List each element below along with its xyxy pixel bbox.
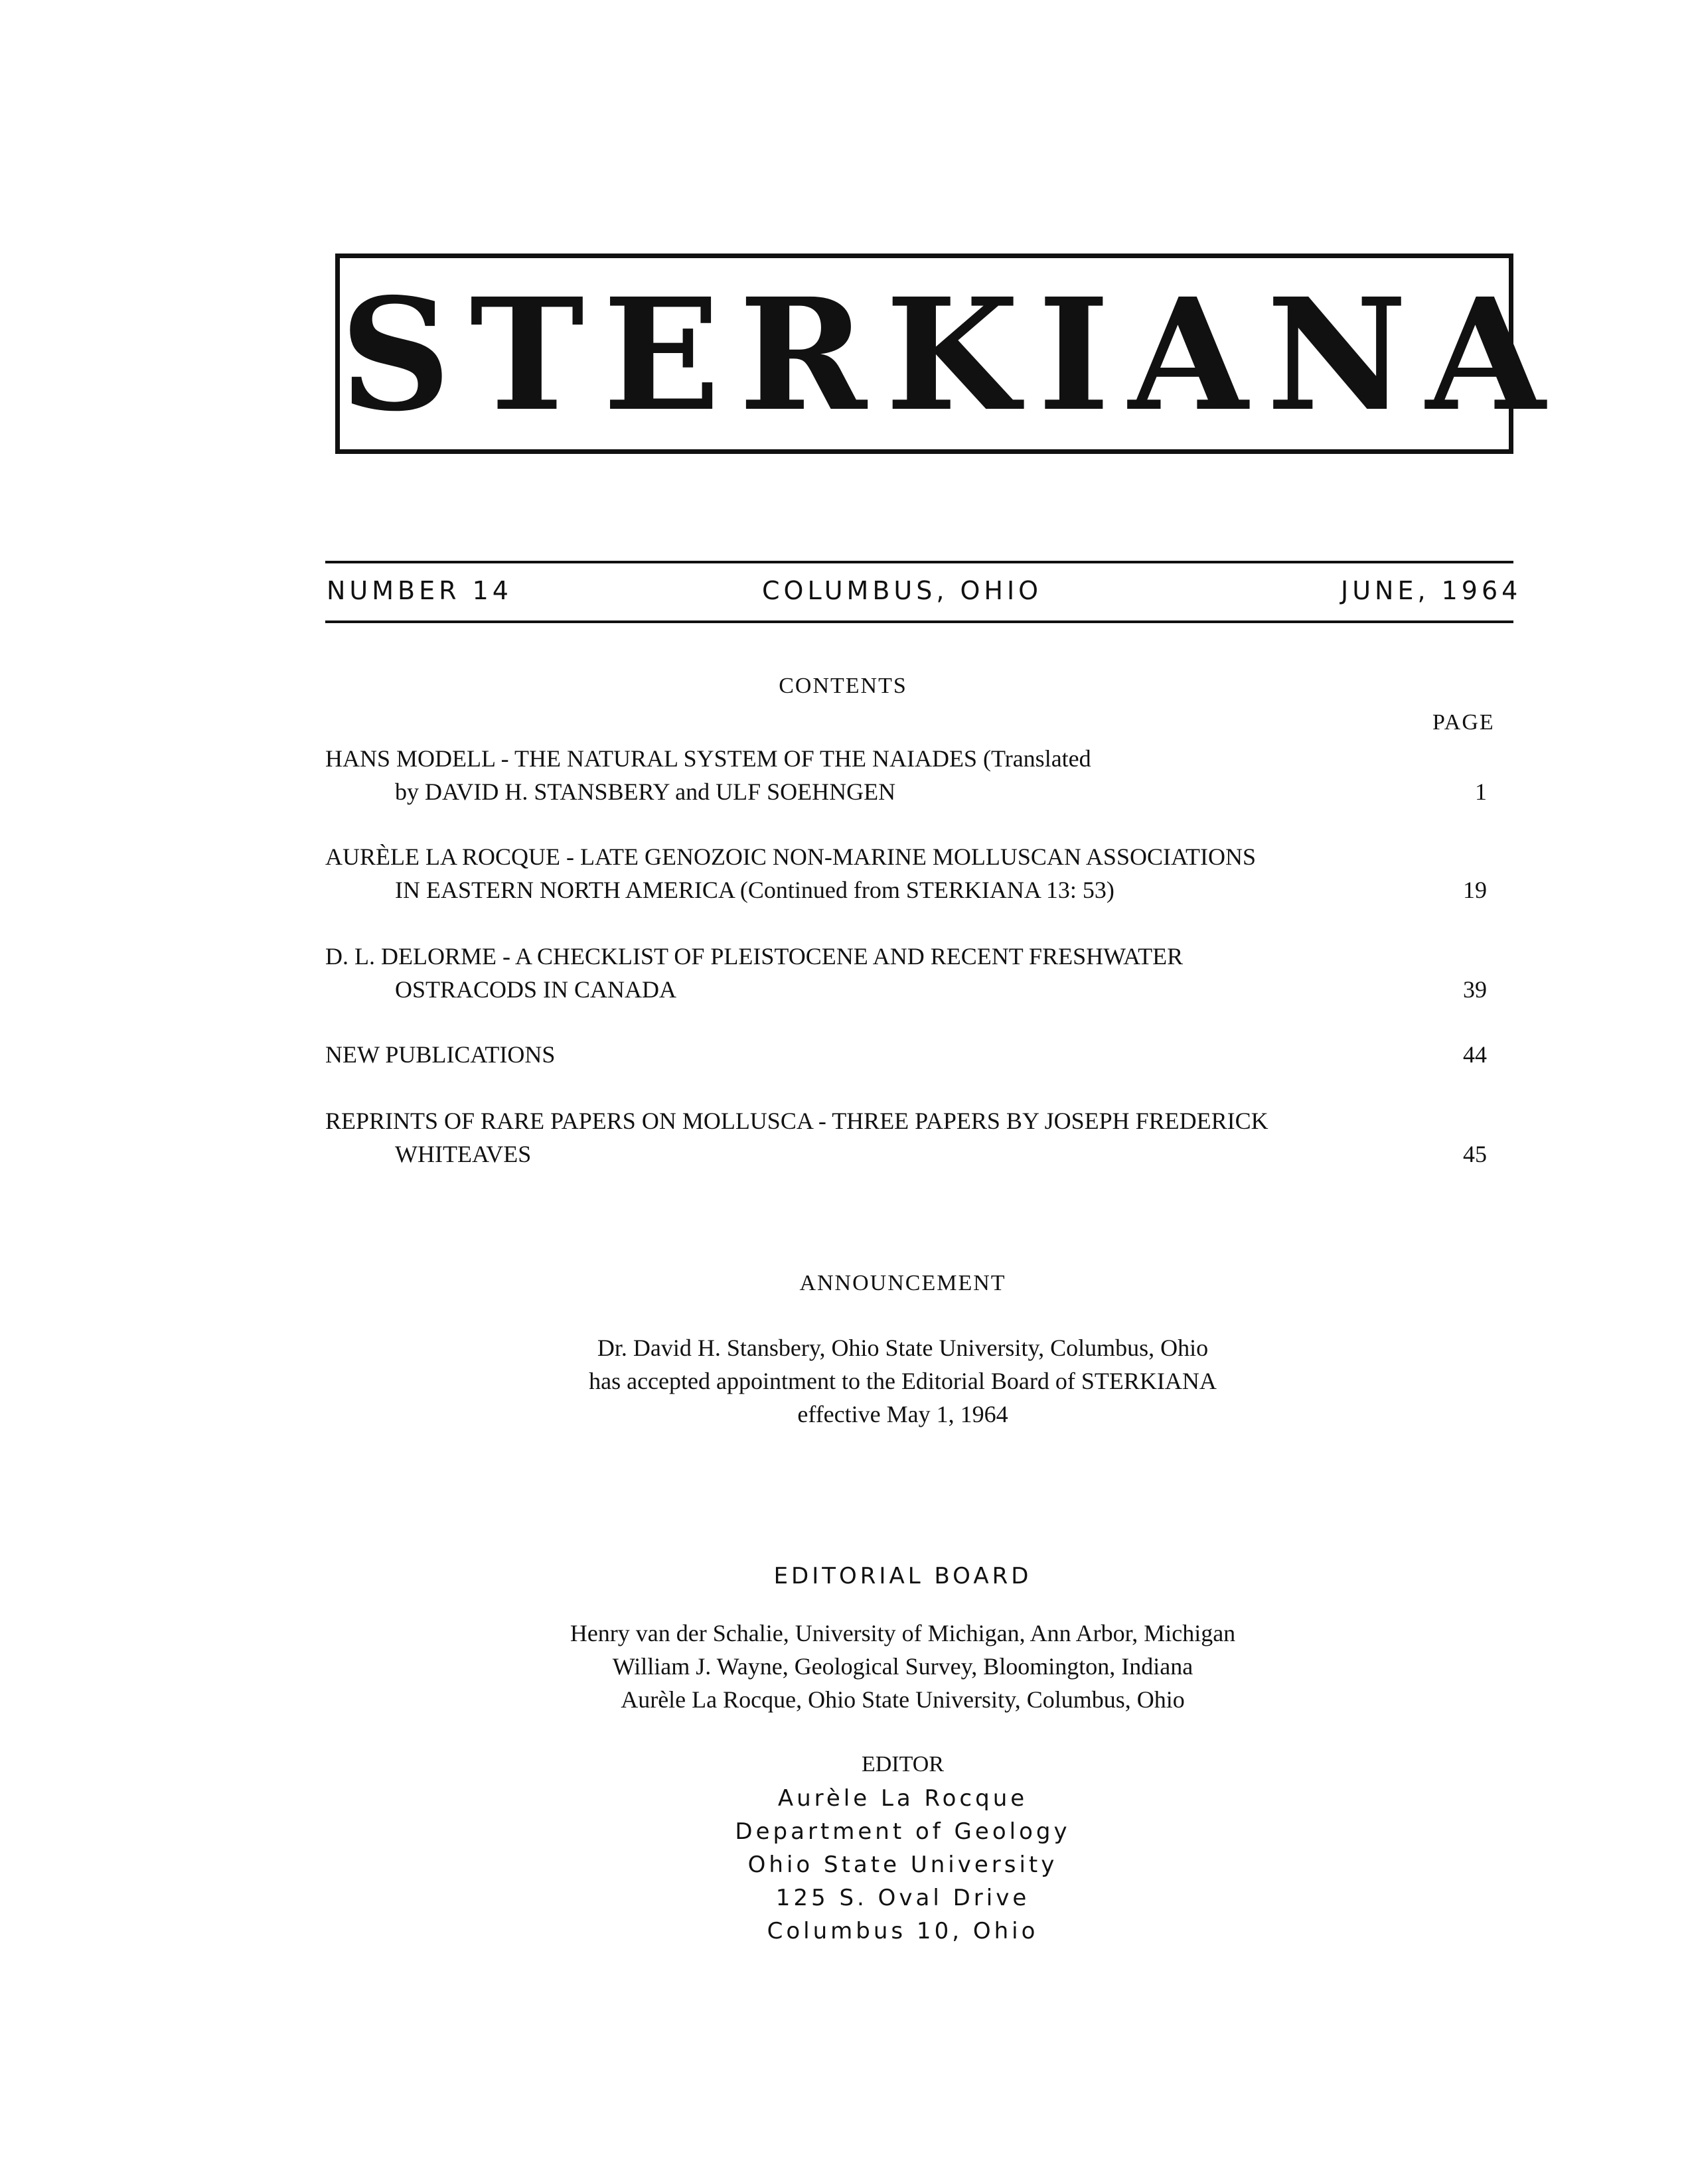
toc-entry-5-line-2: WHITEAVES (395, 1141, 532, 1167)
issue-number: NUMBER 14 (327, 576, 512, 605)
announcement-heading: ANNOUNCEMENT (799, 1271, 1006, 1295)
editor-street: 125 S. Oval Drive (775, 1885, 1030, 1911)
toc-entry-2-page: 19 (1463, 877, 1487, 903)
issue-bottom-rule (325, 620, 1513, 623)
editorial-board-heading: EDITORIAL BOARD (773, 1563, 1032, 1589)
toc-entry-1-line-2: by DAVID H. STANSBERY and ULF SOEHNGEN (395, 778, 896, 805)
toc-entry-3-page: 39 (1463, 976, 1487, 1003)
toc-entry-5-line-1: REPRINTS OF RARE PAPERS ON MOLLUSCA - THREE PAPERS BY JOSEPH FREDERICK (325, 1108, 1268, 1134)
editor-name: Aurèle La Rocque (777, 1785, 1028, 1812)
issue-place: COLUMBUS, OHIO (762, 576, 1043, 605)
toc-entry-4-line-1: NEW PUBLICATIONS (325, 1041, 556, 1068)
board-member: William J. Wayne, Geological Survey, Bloomington, Indiana (612, 1653, 1193, 1680)
issue-top-rule (325, 561, 1513, 563)
issue-date: JUNE, 1964 (1341, 576, 1522, 605)
toc-entry-5-page: 45 (1463, 1141, 1487, 1167)
toc-entry-2-line-1: AURÈLE LA ROCQUE - LATE GENOZOIC NON-MARINE MOLLUSCAN ASSOCIATIONS (325, 843, 1256, 870)
contents-heading: CONTENTS (779, 674, 907, 698)
toc-entry-4-page: 44 (1463, 1041, 1487, 1068)
toc-entry-2-line-2: IN EASTERN NORTH AMERICA (Continued from STERKIANA 13: 53) (395, 877, 1114, 903)
editor-heading: EDITOR (861, 1752, 945, 1777)
editor-university: Ohio State University (747, 1852, 1058, 1878)
toc-entry-1-page: 1 (1475, 778, 1487, 805)
toc-entry-3-line-2: OSTRACODS IN CANADA (395, 976, 677, 1003)
masthead-box (335, 254, 1565, 454)
announcement-line-3: effective May 1, 1964 (797, 1401, 1008, 1427)
editor-department: Department of Geology (735, 1818, 1071, 1845)
announcement-line-2: has accepted appointment to the Editorial Board of STERKIANA (589, 1368, 1217, 1394)
board-member: Henry van der Schalie, University of Michigan, Ann Arbor, Michigan (570, 1620, 1236, 1646)
board-member: Aurèle La Rocque, Ohio State University, Columbus, Ohio (621, 1686, 1185, 1713)
announcement-line-1: Dr. David H. Stansbery, Ohio State University, Columbus, Ohio (597, 1335, 1209, 1361)
editor-city: Columbus 10, Ohio (767, 1918, 1039, 1944)
toc-entry-1-line-1: HANS MODELL - THE NATURAL SYSTEM OF THE NAIADES (Translated (325, 745, 1091, 772)
page-column-heading: PAGE (1432, 710, 1495, 735)
toc-entry-3-line-1: D. L. DELORME - A CHECKLIST OF PLEISTOCENE AND RECENT FRESHWATER (325, 943, 1184, 970)
journal-title: STERKIANA (340, 264, 1565, 445)
